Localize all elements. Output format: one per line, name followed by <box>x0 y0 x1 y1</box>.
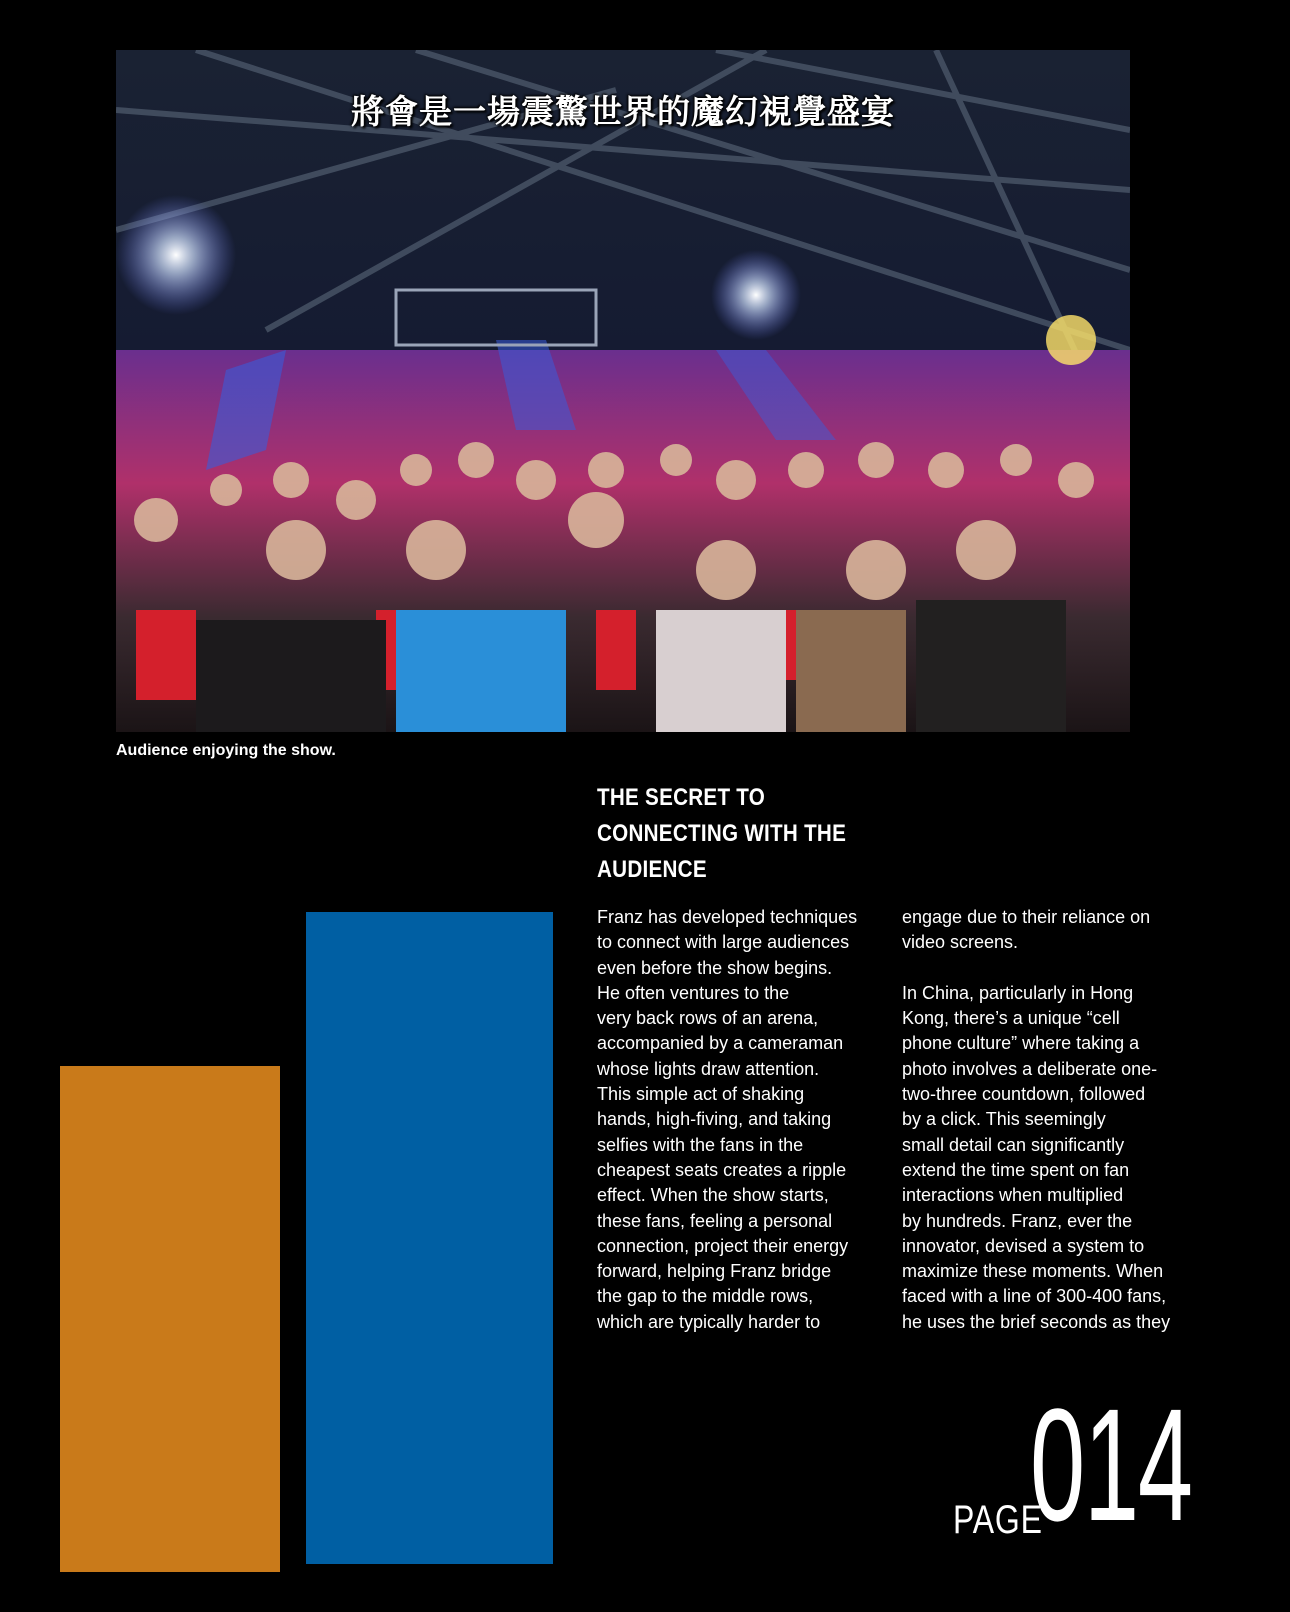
article-column-2: engage due to their reliance on video screens. In China, particularly in Hong Kong, there’s a unique “cell phone culture” where taking a photo involves a deliberate one- two-three countdown, followed by a click. This seemingly small detail can significantly extend the time spent on fan interactions when multiplied by hundreds. Franz, ever the innovator, devised a system to maximize these moments. When faced with a line of 300-400 fans, he uses the brief seconds as they <box>902 907 1171 1332</box>
audience-photo-illustration <box>116 50 1130 732</box>
orange-decorative-bar <box>60 1066 280 1572</box>
page-label: PAGE <box>953 1498 1043 1542</box>
video-subtitle: 將會是一場震驚世界的魔幻視覺盛宴 <box>351 92 895 131</box>
article-column-1: Franz has developed techniques to connect with large audiences even before the show begins. He often ventures to the very back rows of an arena, accompanied by a cameraman whose lights draw attention. This simple act of shaking hands, high-fiving, and taking selfies with the fans in the cheapest seats creates a ripple effect. When the show starts, these fans, feeling a personal connection, project their energy forward, helping Franz bridge the gap to the middle rows, which are typically harder to <box>597 907 858 1332</box>
audience-photo <box>116 50 1130 732</box>
photo-caption: Audience enjoying the show. <box>116 742 336 759</box>
article-headline: THE SECRET TO CONNECTING WITH THE AUDIENCE <box>597 784 847 883</box>
blue-decorative-bar <box>306 912 553 1564</box>
page-number: 014 <box>1030 1375 1192 1554</box>
